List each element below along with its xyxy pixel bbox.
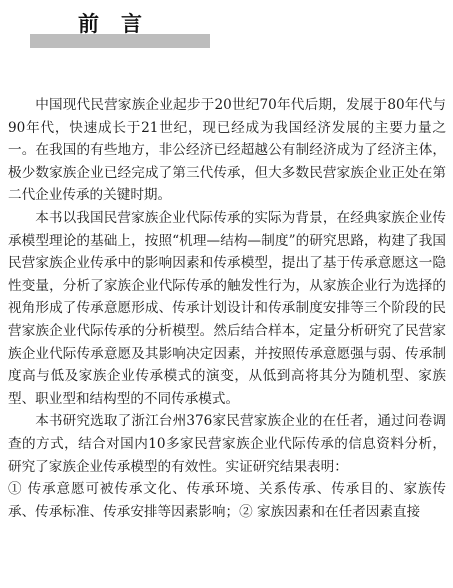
- paragraph-4: ① 传承意愿可被传承文化、传承环境、关系传承、传承目的、家族传承、传承标准、传承安排等因素影响；② 家族因素和在任者因素直接: [8, 481, 446, 520]
- paragraph-2: 本书以我国民营家族企业代际传承的实际为背景，在经典家族企业传承模型理论的基础上，按照“机理—结构—制度”的研究思路，构建了我国民营家族企业传承中的影响因素和传承模型，提出了基于传承意愿这一隐性变量，分析了家族企业代际传承的触发性行为，从家族企业行为选择的视角形成了传承意愿形成、传承计划设计和传承制度安排等三个阶段的民营家族企业代际传承的分析模型。然后结合样本，定量分析研究了民营家族企业代际传承意愿及其影响决定因素，并按照传承意愿强与弱、传承制度高与低及家族企业传承模式的演变，从低到高将其分为随机型、家族型、职业型和结构型的不同传承模式。: [8, 209, 446, 407]
- paragraph-3: 本书研究选取了浙江台州376家民营家族企业的在任者，通过问卷调查的方式，结合对国内10多家民营家族企业代际传承的信息资料分析，研究了家族企业传承模型的有效性。实证研究结果表明：: [8, 413, 446, 475]
- preface-body: [8, 94, 446, 523]
- preface-heading: [30, 10, 210, 40]
- paragraph-1: 中国现代民营家族企业起步于20世纪70年代后期，发展于80年代与90年代，快速成长于21世纪，现已经成为我国经济发展的主要力量之一。在我国的有些地方，非公经济已经超越公有制经济成为了经济主体，极少数家族企业已经完成了第三代传承，但大多数民营家族企业正处在第二代企业传承的关键时期。: [8, 97, 446, 204]
- page-title: 前言: [78, 12, 164, 36]
